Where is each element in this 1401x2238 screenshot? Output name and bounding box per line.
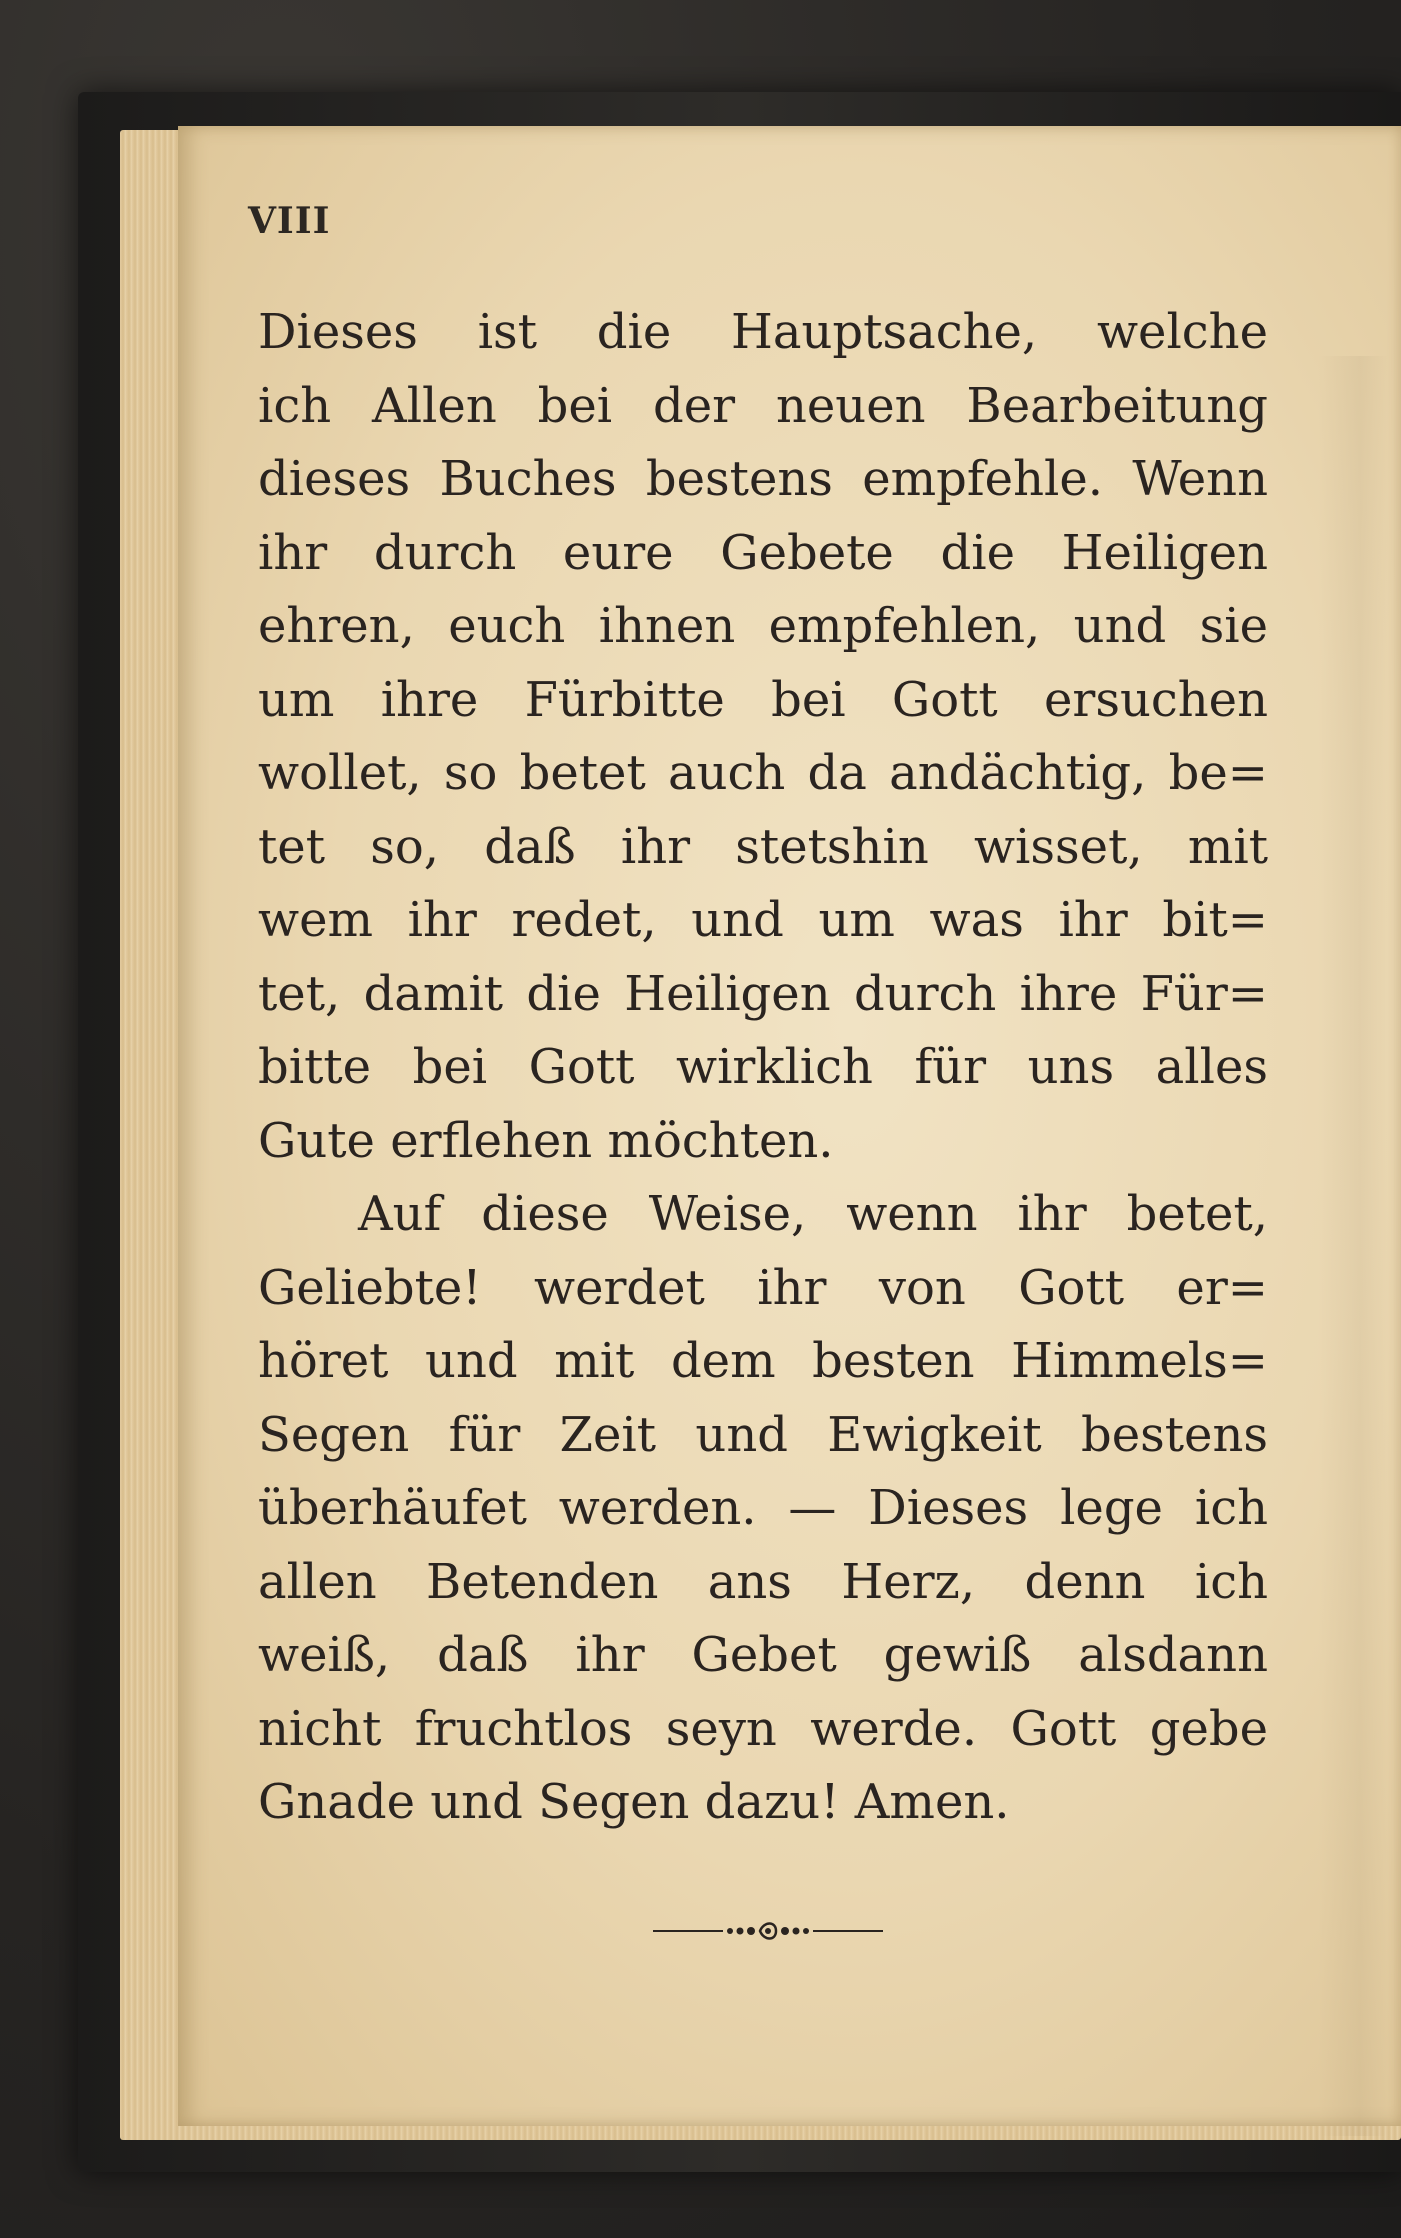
text-line: ehren, euch ihnen empfehlen, und sie	[258, 598, 1268, 654]
book-page	[178, 126, 1401, 2126]
text-line: allen Betenden ans Herz, denn ich	[258, 1553, 1268, 1610]
text-line: wollet, so betet auch da andächtig, be=	[258, 745, 1268, 801]
ornament-divider-icon	[648, 1911, 888, 1951]
text-line: Gute erflehen möchten.	[258, 1112, 834, 1169]
text-line: Auf diese Weise, wenn ihr betet,	[358, 1186, 1268, 1242]
text-line: nicht fruchtlos seyn werde. Gott gebe	[258, 1700, 1268, 1757]
text-line: ihr durch eure Gebete die Heiligen	[258, 524, 1268, 581]
text-line: höret und mit dem besten Himmels=	[258, 1333, 1268, 1389]
text-line: bitte bei Gott wirklich für uns alles	[258, 1039, 1268, 1095]
text-line: Geliebte! werdet ihr von Gott er=	[258, 1259, 1268, 1316]
text-line: tet so, daß ihr stetshin wisset, mit	[258, 818, 1268, 875]
text-line: überhäufet werden. — Dieses lege ich	[258, 1480, 1268, 1536]
text-line: wem ihr redet, und um was ihr bit=	[258, 892, 1268, 948]
text-line: tet, damit die Heiligen durch ihre Für=	[258, 965, 1268, 1022]
text-line: dieses Buches bestens empfehle. Wenn	[258, 451, 1268, 507]
text-line: Dieses ist die Hauptsache, welche	[258, 304, 1268, 360]
show-through-shadow	[1318, 356, 1388, 2136]
page-number: VIII	[248, 200, 331, 242]
text-line: weiß, daß ihr Gebet gewiß alsdann	[258, 1627, 1268, 1683]
text-line: Gnade und Segen dazu! Amen.	[258, 1774, 1010, 1830]
text-line: um ihre Fürbitte bei Gott ersuchen	[258, 671, 1268, 728]
text-line: ich Allen bei der neuen Bearbeitung	[258, 377, 1268, 434]
body-text	[258, 296, 1268, 1840]
text-line: Segen für Zeit und Ewigkeit bestens	[258, 1406, 1268, 1463]
